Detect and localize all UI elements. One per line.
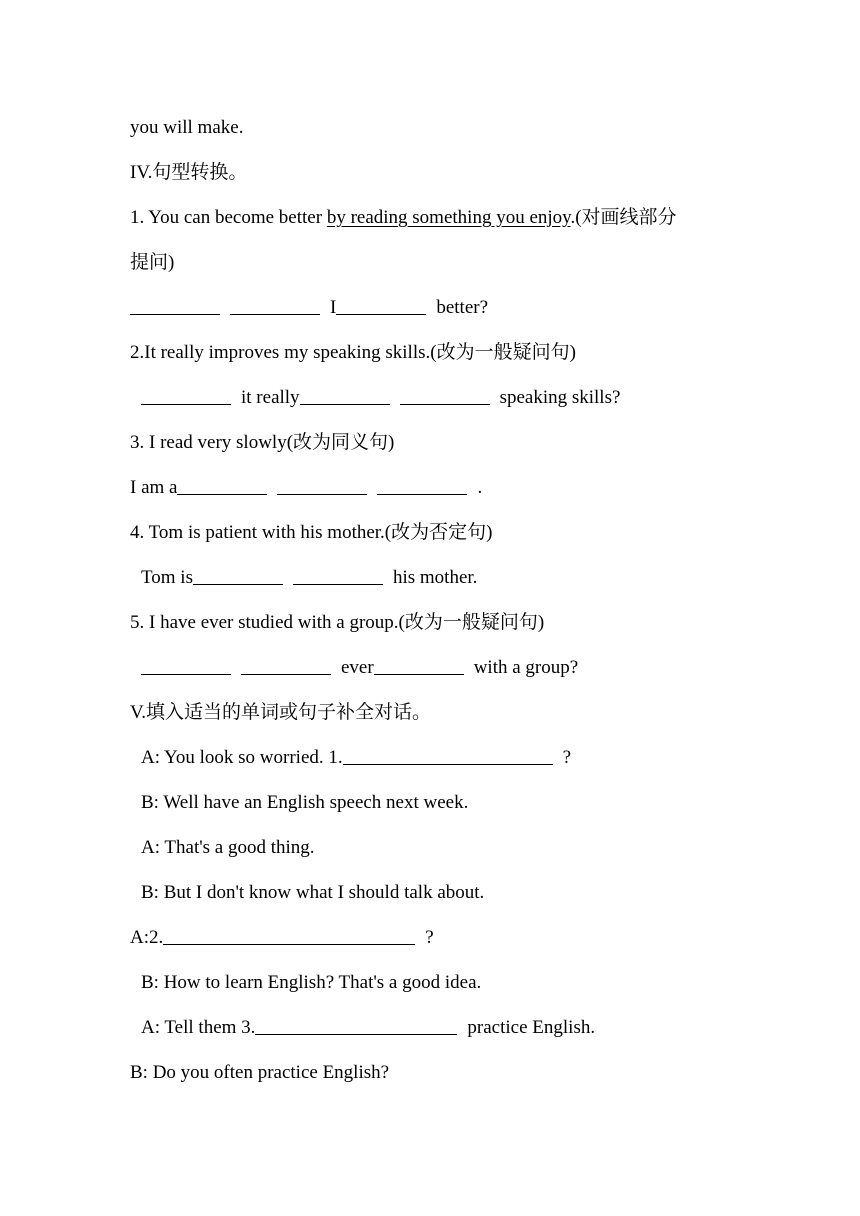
dialogue-text: A: You look so worried. 1. bbox=[141, 747, 343, 768]
text-line: you will make. bbox=[130, 117, 244, 138]
answer-text: better? bbox=[436, 297, 489, 318]
answer-text: ever bbox=[341, 657, 374, 678]
answer-blank[interactable] bbox=[343, 763, 553, 765]
answer-blank[interactable] bbox=[336, 313, 426, 315]
answer-text: I bbox=[330, 297, 337, 318]
dialogue-text: ? bbox=[425, 927, 434, 948]
answer-line-1 bbox=[130, 296, 488, 320]
underlined-phrase: by reading something you enjoy bbox=[326, 207, 571, 228]
dialogue-line-3: A: That's a good thing. bbox=[141, 837, 315, 858]
answer-blank[interactable] bbox=[141, 403, 231, 405]
answer-text: his mother. bbox=[392, 567, 478, 588]
answer-text: I am a bbox=[130, 477, 178, 498]
answer-blank[interactable] bbox=[241, 673, 331, 675]
question-2: 2.It really improves my speaking skills.(改为一般疑问句) bbox=[130, 342, 576, 363]
dialogue-text: A:2. bbox=[130, 927, 164, 948]
answer-blank[interactable] bbox=[193, 583, 283, 585]
answer-text: speaking skills? bbox=[499, 387, 621, 408]
answer-blank[interactable] bbox=[230, 313, 320, 315]
answer-line-5 bbox=[141, 656, 578, 680]
dialogue-text: ? bbox=[562, 747, 572, 768]
answer-line-2 bbox=[141, 386, 620, 410]
answer-blank[interactable] bbox=[277, 493, 367, 495]
dialogue-line-4: B: But I don't know what I should talk about. bbox=[141, 882, 485, 903]
answer-blank[interactable] bbox=[293, 583, 383, 585]
answer-text: with a group? bbox=[473, 657, 579, 678]
question-1-continued: 提问) bbox=[130, 252, 175, 273]
question-text: 1. You can become better bbox=[130, 207, 327, 228]
answer-blank[interactable] bbox=[141, 673, 231, 675]
dialogue-line-2: B: Well have an English speech next week. bbox=[141, 792, 469, 813]
dialogue-text: A: Tell them 3. bbox=[141, 1017, 256, 1038]
answer-blank[interactable] bbox=[300, 403, 390, 405]
dialogue-line-1 bbox=[141, 746, 571, 770]
answer-blank[interactable] bbox=[130, 313, 220, 315]
answer-blank[interactable] bbox=[163, 943, 415, 945]
dialogue-line-7 bbox=[141, 1016, 595, 1040]
dialogue-line-8: B: Do you often practice English? bbox=[130, 1062, 390, 1083]
dialogue-line-6: B: How to learn English? That's a good idea. bbox=[141, 972, 482, 993]
question-instruction: .(对画线部分 bbox=[570, 207, 677, 228]
answer-blank[interactable] bbox=[374, 673, 464, 675]
answer-blank[interactable] bbox=[177, 493, 267, 495]
question-4: 4. Tom is patient with his mother.(改为否定句) bbox=[130, 522, 493, 543]
section-heading-v: V.填入适当的单词或句子补全对话。 bbox=[130, 702, 432, 723]
answer-line-4 bbox=[141, 566, 477, 590]
question-3: 3. I read very slowly(改为同义句) bbox=[130, 432, 395, 453]
answer-text: Tom is bbox=[141, 567, 193, 588]
question-1 bbox=[130, 206, 677, 230]
answer-blank[interactable] bbox=[400, 403, 490, 405]
section-heading-iv: IV.句型转换。 bbox=[130, 162, 248, 183]
question-5: 5. I have ever studied with a group.(改为一般疑问句) bbox=[130, 612, 545, 633]
answer-text: it really bbox=[241, 387, 300, 408]
answer-blank[interactable] bbox=[255, 1033, 457, 1035]
dialogue-line-5 bbox=[130, 926, 434, 950]
dialogue-text: practice English. bbox=[467, 1017, 596, 1038]
answer-blank[interactable] bbox=[377, 493, 467, 495]
answer-line-3 bbox=[130, 476, 482, 500]
answer-text: . bbox=[477, 477, 483, 498]
